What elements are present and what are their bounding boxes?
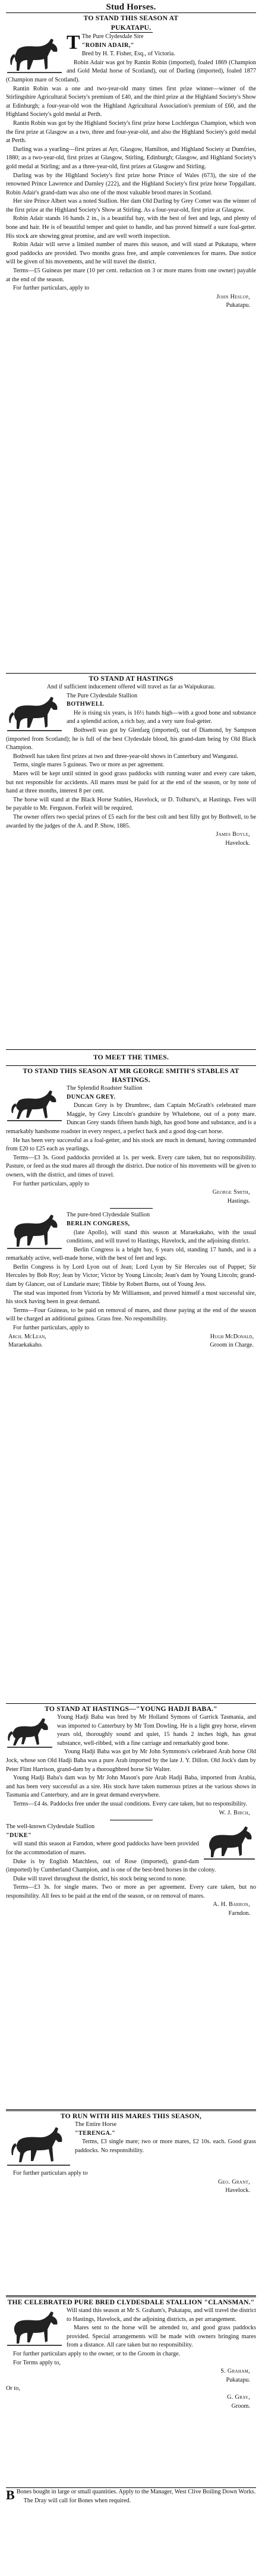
- signature-place: Havelock.: [225, 2187, 250, 2194]
- intro-text: The Pure Clydesdale Sire: [81, 33, 144, 40]
- ad-terenga: [6, 2111, 256, 2295]
- bred-by: Bred by H. T. Fisher, Esq., of Victoria.: [81, 51, 175, 58]
- ad-heading: TO MEET THE TIMES.: [93, 1053, 169, 1061]
- ad-bones-bought: [6, 2488, 256, 2556]
- ad-robin-adair: [6, 13, 256, 673]
- arab-horse-icon: [6, 1715, 53, 1750]
- signature: Arch. McLean,: [8, 1333, 46, 1340]
- horse-name: BERLIN CONGRESS,: [67, 1220, 130, 1227]
- intro-text: The Entire Horse: [75, 2121, 117, 2128]
- paragraph: For further particulars apply to the owner, or to the Groom in charge.: [13, 2350, 181, 2357]
- signature: A. H. Barron,: [213, 1901, 250, 1908]
- paragraph: Will stand this season at Mr S. Graham's, Pukatapu, and will travel the district to Hastings, Havelock, and the adjoining districts, as per arrangement.: [67, 2307, 256, 2323]
- paragraph: (late Apollo), will stand this season at Maraekakaho, with the usual conditions, and will travel to Hastings, Havelock, and the adjoining district.: [67, 1229, 256, 1245]
- terms: Terms—£4 4s. Paddocks free under the usual conditions. Every care taken, but no responsibility.: [13, 1800, 247, 1807]
- horse-illustration: [6, 2122, 71, 2169]
- ad-clansman: [6, 2297, 256, 2487]
- notice: And if sufficient inducement offered will travel as far as Waipukurau.: [46, 684, 216, 690]
- signature-place: Farndon.: [228, 1910, 250, 1917]
- paragraph: Her sire Prince Albert was a noted Stallion. Her dam Old Darling by Grey Comet was the winner of the first prize at the Highland Society's Show at Stirling. As a four-year-old, first prize at Glasgow.: [6, 198, 256, 213]
- paragraph: Bothwell has taken first prizes at two and three-year-old shows in Canterbury and Wanganui.: [13, 753, 239, 760]
- ad-george-smith-stables: [6, 1066, 256, 1703]
- draught-horse-illustration: [6, 2308, 63, 2348]
- paragraph: Berlin Congress is by Lord Lyon out of Jean; Lord Lyon by Sir Hercules out of Puppet; Sir Hercules by Bob Roy; Jean by Victor; Victor by Young Lincoln; Jean's dam by Young Lincoln; grand-dam by Glancer, out of Lundarie mare; Tibbie by Robert Burns, out of Young Jess.: [6, 1263, 256, 1288]
- horse-name: "ROBIN ADAIR,": [81, 42, 134, 49]
- page-header: [6, 0, 256, 13]
- signature: W. J. Birch,: [219, 1809, 250, 1816]
- divider: [110, 1208, 153, 1209]
- paragraph: Young Hadji Baba was got by Mr John Symmons's celebrated Arab horse Old Jock, whose son Old Hadji Baba was a pure Arab imported by the late J. Y. Dillon. Old Jock's dam by Peter Flint Harrison, grand-dam by a thoroughbred horse Sir Walter.: [6, 1748, 256, 1773]
- signature: George Smith,: [212, 1189, 250, 1196]
- page-title: Stud Horses.: [106, 2, 156, 12]
- paragraph: Bothwell was got by Glenfarg (imported), out of Diamond, by Sampson (imported from Scotland); he is full of the best Clydesdale blood, his grand-dam being by Old Black Champion.: [6, 726, 256, 751]
- terms: Terms, single mares 5 guineas. Two or more as per agreement.: [13, 762, 165, 769]
- signature: John Heslop,: [216, 293, 250, 300]
- paragraph: Mares will be kept until stinted in good grass paddocks with running water and every care taken, but not responsible for accidents. All mares must be paid for at the end of the season, or by note of hand at three months, interest 8 per cent.: [6, 770, 256, 795]
- ad-heading: TO RUN WITH HIS MARES THIS SEASON,: [60, 2112, 202, 2120]
- paragraph: The Dray will call for Bones when required.: [23, 2497, 131, 2504]
- signature-place: Groom in Charge.: [210, 1342, 254, 1349]
- signature-place: Maraekakaho.: [8, 1342, 43, 1349]
- or-to: Or to,: [6, 2385, 20, 2392]
- draught-horse-icon: [6, 693, 63, 734]
- signature: G. Gray,: [227, 2393, 250, 2401]
- horse-name: "DUKE": [6, 1832, 32, 1839]
- draught-horse-illustration: [203, 1824, 256, 1861]
- intro-text: The Pure Clydesdale Stallion: [67, 692, 138, 699]
- paragraph: The stud was imported from Victoria by Mr Williamson, and proved himself a most successful sire, his stock having been in great demand.: [6, 1289, 256, 1306]
- ad-heading: TO STAND THIS SEASON AT: [83, 14, 179, 22]
- ad-heading: TO STAND AT HASTINGS: [89, 675, 173, 682]
- draught-horse-icon: [6, 1212, 63, 1250]
- draught-horse-icon: [6, 34, 63, 76]
- signature-place: Hastings.: [227, 1197, 250, 1204]
- intro-text: The well-known Clydesdale Stallion: [6, 1823, 95, 1830]
- paragraph: Young Hadji Baba's dam was by Mr John Mason's pure Arab Hadji Baba, imported from Arabia, and has been very successful as a sire. His stock have taken numerous prizes at the various shows in Tasmania and Canterbury, and are in great demand everywhere.: [6, 1775, 256, 1799]
- draught-horse-illustration: [6, 34, 63, 76]
- terms: Terms—£5 Guineas per mare (10 per cent. reduction on 3 or more mares from one owner) payable at the end of the season.: [6, 268, 256, 283]
- horse-name: BOTHWELL: [67, 701, 105, 708]
- paragraph: Duke will travel throughout the district, his stock being second to none.: [13, 1875, 187, 1882]
- particulars: For further particulars, apply to: [13, 285, 90, 292]
- terms: For Terms apply to,: [13, 2359, 61, 2366]
- draught-horse-illustration: [6, 1212, 63, 1250]
- horse-name: DUNCAN GREY.: [67, 1093, 116, 1100]
- paragraph: Darling was a yearling—first prizes at Ayr, Glasgow, Hamilton, and Highland Society at Dumfries, 1880; as a two-year-old, first prizes at Glasgow, Stirling, Edinburgh; Glasgow, and Highland Society's gold medal at Stirling; and as a three-year-old, first prizes at Glasgow and Stirling.: [6, 146, 256, 170]
- ad-heading: TO STAND AT HASTINGS—"YOUNG HADJI BABA.": [45, 1705, 217, 1713]
- signature: Hugh McDonald,: [210, 1333, 254, 1340]
- terms: Terms—Four Guineas, to be paid on removal of mares, and those paying at the end of the season will be charged an additional guinea. Grass free. No responsibility.: [6, 1307, 256, 1323]
- paragraph: will stand this season at Farndon, where good paddocks have been provided for the accommodation of mares.: [6, 1841, 199, 1856]
- terms: Terms—£3 3s. Good paddocks provided at 1s. per week. Every care taken, but no responsibility. Pasture, or feed as the stud mares all through the district. Due notice of his movements will be given to owners, with the district, and times of travel.: [6, 1154, 256, 1178]
- particulars: For further particulars, apply to: [13, 1325, 90, 1332]
- signature-place-row: [6, 1341, 256, 1350]
- particulars: For further particulars apply to: [13, 2170, 88, 2176]
- ad-bothwell: [6, 674, 256, 1049]
- ad-to-meet-the-times: [6, 1050, 256, 1065]
- signature-place: Pukatapu.: [226, 302, 250, 309]
- ad-heading: THE CELEBRATED PURE BRED CLYDESDALE STALLION "CLANSMAN.": [7, 2298, 255, 2306]
- signature-place: Havelock.: [225, 839, 250, 847]
- draught-horse-icon: [203, 1824, 256, 1861]
- paragraph: Mares sent to the horse will be attended to, and good grass paddocks provided. Special arrangements will be made with owners bringing mares from a distance. All care taken but no responsibility.: [67, 2325, 256, 2349]
- draught-horse-illustration: [6, 693, 63, 734]
- signature-row: [6, 1333, 256, 1342]
- paragraph: Duncan Grey is by Drumbrec, dam Captain McGrath's celebrated mare Maggie, by Grey Lincoln's grandsire by Whalebone, out of a pony mare. Duncan Grey stands fifteen hands high, has good bone and substance, and is a remarkably handsome roadster in every respect, a perfect hack and a good dog-cart horse.: [6, 1102, 256, 1135]
- paragraph: Duke is by English Matchless, out of Rose (imported), grand-dam (imported) by Cumberland Champion, and is one of the best-bred horses in the colony.: [6, 1858, 216, 1874]
- horse-icon: [6, 2122, 71, 2169]
- paragraph: Rantin Robin was got by the Highland Society's first prize horse Lochfergus Champion, which won the first prize at Glasgow as a two, three and four-year-old, and also the Highland Society's gold medal at Perth.: [6, 119, 256, 144]
- dropcap: T: [67, 32, 80, 54]
- ad-heading: TO STAND THIS SEASON AT MR GEORGE SMITH'S STABLES AT HASTINGS.: [23, 1067, 239, 1084]
- paragraph: Robin Adair stands 16 hands 2 in., is a beautiful bay, with the best of feet and legs, and plenty of bone and hair. He is of beautiful temper and quiet to handle, and has proved himself a sure foal-getter. His stock are showing great promise, and are well worth inspection.: [6, 215, 256, 240]
- arab-horse-illustration: [6, 1715, 53, 1750]
- paragraph: Robin Adair was got by Rantin Robin (imported), foaled 1869 (Champion and Gold Medal horse of Scotland), out of Darling (imported), foaled 1877 (Champion mare of Scotland).: [6, 59, 256, 83]
- draught-horse-icon: [6, 2308, 63, 2348]
- paragraph: Robin Adair will serve a limited number of mares this season, and will stand at Pukatapu, where good paddocks are provided. Two months grass free, and ample conveniences for mares. Due notice will be given of his movements, and he will travel the district.: [6, 241, 256, 266]
- paragraph: Darling was by the Highland Society's first prize horse Prince of Wales (673), the sire of the renowned Prince Lawrence and Darnley (222), and the Highland Society's first prize horse Topgallant. Robin Adair's grand-dam was also one of the most valuable brood mares in Scotland.: [6, 172, 256, 196]
- ad-young-hadji-baba: [6, 1704, 256, 2109]
- signature-place: Groom.: [231, 2402, 250, 2410]
- signature: James Boyle,: [216, 831, 250, 838]
- dropcap: B: [6, 2488, 15, 2502]
- ad-location: PUKATAPU.: [111, 24, 151, 32]
- paragraph: The horse will stand at the Black Horse Stables, Havelock, or D. Tolhurst's, at Hastings. Fees will be payable to Mr. Ferguson. Forfeit will be required.: [6, 796, 256, 812]
- signature: Geo. Grant,: [217, 2178, 250, 2185]
- intro-text: The Splendid Roadster Stallion: [67, 1085, 143, 1092]
- bones-text: Bones bought in large or small quantities. Apply to the Manager, West Clive Boiling Down Works.: [16, 2489, 256, 2495]
- terms: Terms—£3 3s. for single mares. Two or more as per agreement. Every care taken, but no responsibility. All fees to be paid at the end of the season, or on removal of mares.: [6, 1884, 256, 1899]
- intro-text: The pure-bred Clydesdale Stallion: [67, 1212, 150, 1219]
- paragraph: The owner offers two special prizes of £5 each for the best colt and best filly got by Bothwell, to be awarded by the judges of the A. and P. Show, 1885.: [6, 813, 256, 829]
- paragraph: Berlin Congress is a bright bay, 6 years old, standing 17 hands, and is a remarkably active, well-made horse, with the best of feet and legs.: [6, 1246, 256, 1262]
- paragraph: He has been very successful as a foal-getter, and his stock are much in demand, having commanded from £20 to £25 each as yearlings.: [6, 1137, 256, 1153]
- terms: Terms, £3 single mare; two or more mares, £2 10s. each. Good grass paddocks. No responsibility.: [75, 2138, 256, 2154]
- particulars: For further particulars, apply to: [13, 1180, 90, 1187]
- horse-name: "TERENGA.": [75, 2130, 116, 2137]
- signature: S. Graham,: [220, 2368, 250, 2375]
- paragraph: Young Hadji Baba was bred by Mr Holland Symons of Garrick Tasmania, and was imported to Canterbury by Mr Tom Dowling. He is a light grey horse, eleven years old, thoroughly sound and quiet, 15 hands 2 inches high, has great substance, well-ribbed, with a fine carriage and remarkably good bone.: [57, 1714, 256, 1747]
- roadster-horse-illustration: [6, 1086, 63, 1124]
- signature-place: Pukatapu.: [226, 2376, 250, 2383]
- roadster-horse-icon: [6, 1086, 63, 1124]
- paragraph: He is rising six years, is 16½ hands high—with a good bone and substance and a splendid action, a rich bay, and a very sure foal-getter.: [67, 709, 256, 725]
- paragraph: Rantin Robin was a one and two-year-old many times first prize winner—winner of the Stirlingshire Agricultural Society's premium of £40, and the third prize at the Highland Society's Show at Edinburgh; a four-year-old won the Highland Agricultural Association's premium of £60, and the Highland Society's gold medal at Perth.: [6, 85, 256, 118]
